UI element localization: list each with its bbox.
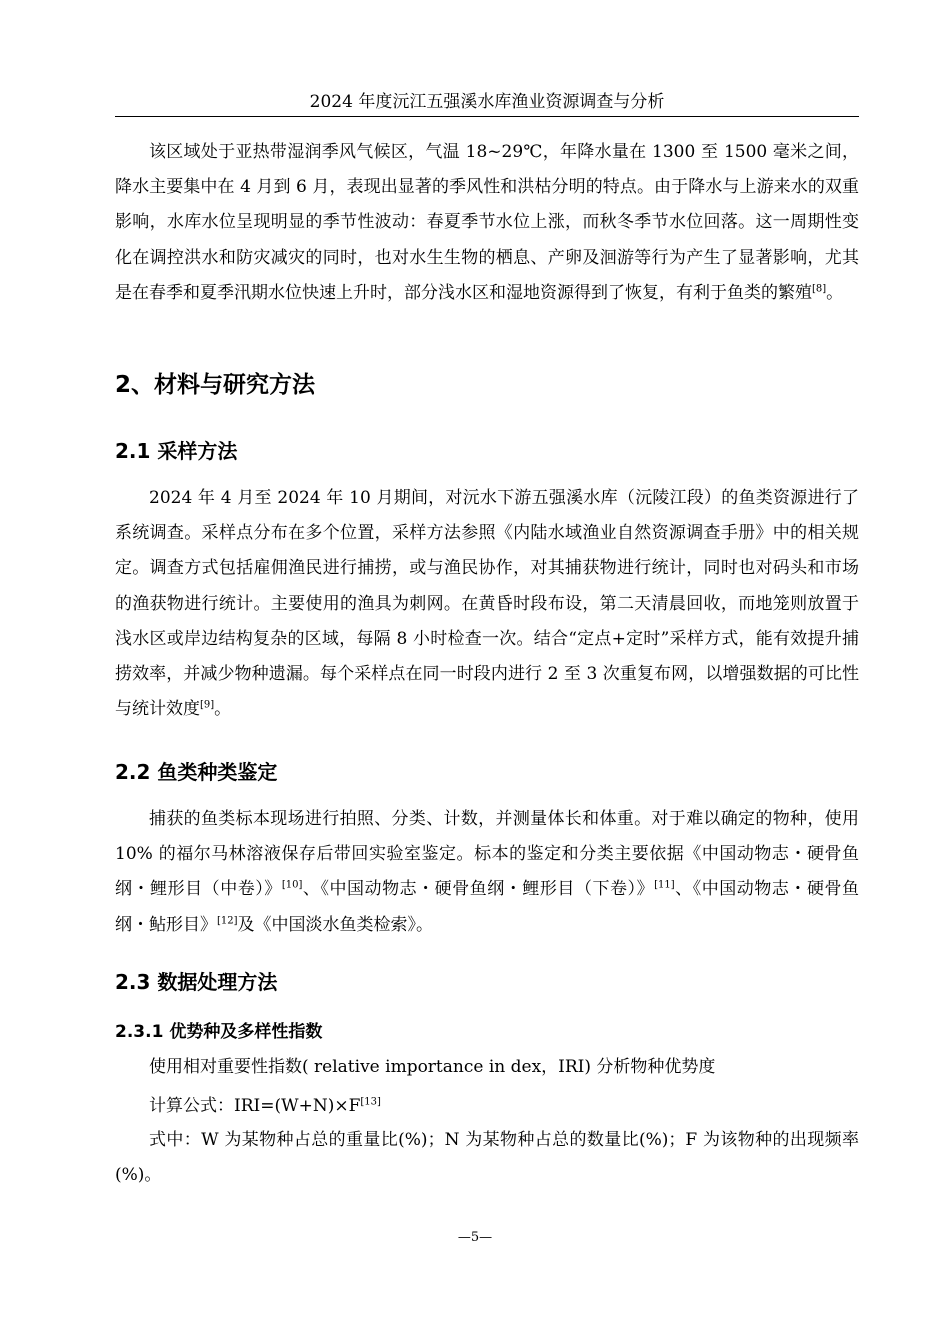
citation: [11] [654,879,675,891]
sampling-text: 2024 年 4 月至 2024 年 10 月期间，对沅水下游五强溪水库（沅陵江段）的鱼类资源进行了系统调查。采样点分布在多个位置，采样方法参照《内陆水域渔业自然资源调查手册》中的相关规定。调查方式包括雇佣渔民进行捕捞，或与渔民协作，对其捕获物进行统计，同时也对码头和市场的渔获物进行统计。主要使用的渔具为刺网。在黄昏时段布设，第二天清晨回收，而地笼则放置于浅水区或岸边结构复杂的区域，每隔 8 小时检查一次。结合“定点+定时”采样方式，能有效提升捕捞效率，并减少物种遗漏。每个采样点在同一时段内进行 2 至 3 次重复布网，以增强数据的可比性与统计效度 [115,488,859,720]
identification-text-b: 、《中国动物志・硬骨鱼纲・鲤形目（下卷）》 [302,879,655,900]
sampling-end: 。 [214,699,232,720]
identification-text-c: 、《中国动物志・硬骨鱼纲・鲇形目》 [115,879,860,935]
section-2-3-heading: 2.3 数据处理方法 [115,970,278,994]
iri-description-line: 使用相对重要性指数( relative importance in dex，IRI) 分析物种优势度 [149,1057,716,1077]
intro-text: 该区域处于亚热带湿润季风气候区，气温 18~29℃，年降水量在 1300 至 1500 毫米之间，降水主要集中在 4 月到 6 月，表现出显著的季风性和洪枯分明的特点。由于降水与上游来水的双重影响，水库水位呈现明显的季节性波动：春夏季节水位上涨，而秋冬季节水位回落。这一周期性变化在调控洪水和防灾减灾的同时，也对水生生物的栖息、产卵及洄游等行为产生了显著影响，尤其是在春季和夏季汛期水位快速上升时，部分浅水区和湿地资源得到了恢复，有利于鱼类的繁殖 [115,142,859,303]
intro-paragraph [115,135,859,311]
formula-line [149,1093,381,1119]
citation: [9] [200,699,215,711]
page-number: —5— [457,1230,493,1245]
intro-end: 。 [826,282,844,303]
section-2-3-1-heading: 2.3.1 优势种及多样性指数 [115,1022,323,1042]
citation: [12] [217,914,238,926]
section-2-1-heading: 2.1 采样方法 [115,439,238,463]
citation: [8] [812,283,827,295]
identification-text-a: 捕获的鱼类标本现场进行拍照、分类、计数，并测量体长和体重。对于难以确定的物种，使用 10% 的福尔马林溶液保存后带回实验室鉴定。标本的鉴定和分类主要依据《中国动物志・硬骨鱼纲・鲤形目（中卷）》 [115,809,859,900]
section-2-heading: 2、材料与研究方法 [115,372,316,398]
citation: [13] [360,1096,381,1108]
identification-text-d: 及《中国淡水鱼类检索》。 [237,914,434,935]
section-2-2-heading: 2.2 鱼类种类鉴定 [115,760,278,784]
variables-paragraph: 式中：W 为某物种占总的重量比(%)；N 为某物种占总的数量比(%)；F 为该物种的出现频率(%)。 [115,1130,859,1186]
identification-paragraph [115,802,859,943]
citation: [10] [281,879,303,891]
sampling-paragraph [115,481,859,727]
formula-text: 计算公式：IRI=(W+N)×F [149,1096,361,1116]
running-header: 2024 年度沅江五强溪水库渔业资源调查与分析 [115,90,859,117]
